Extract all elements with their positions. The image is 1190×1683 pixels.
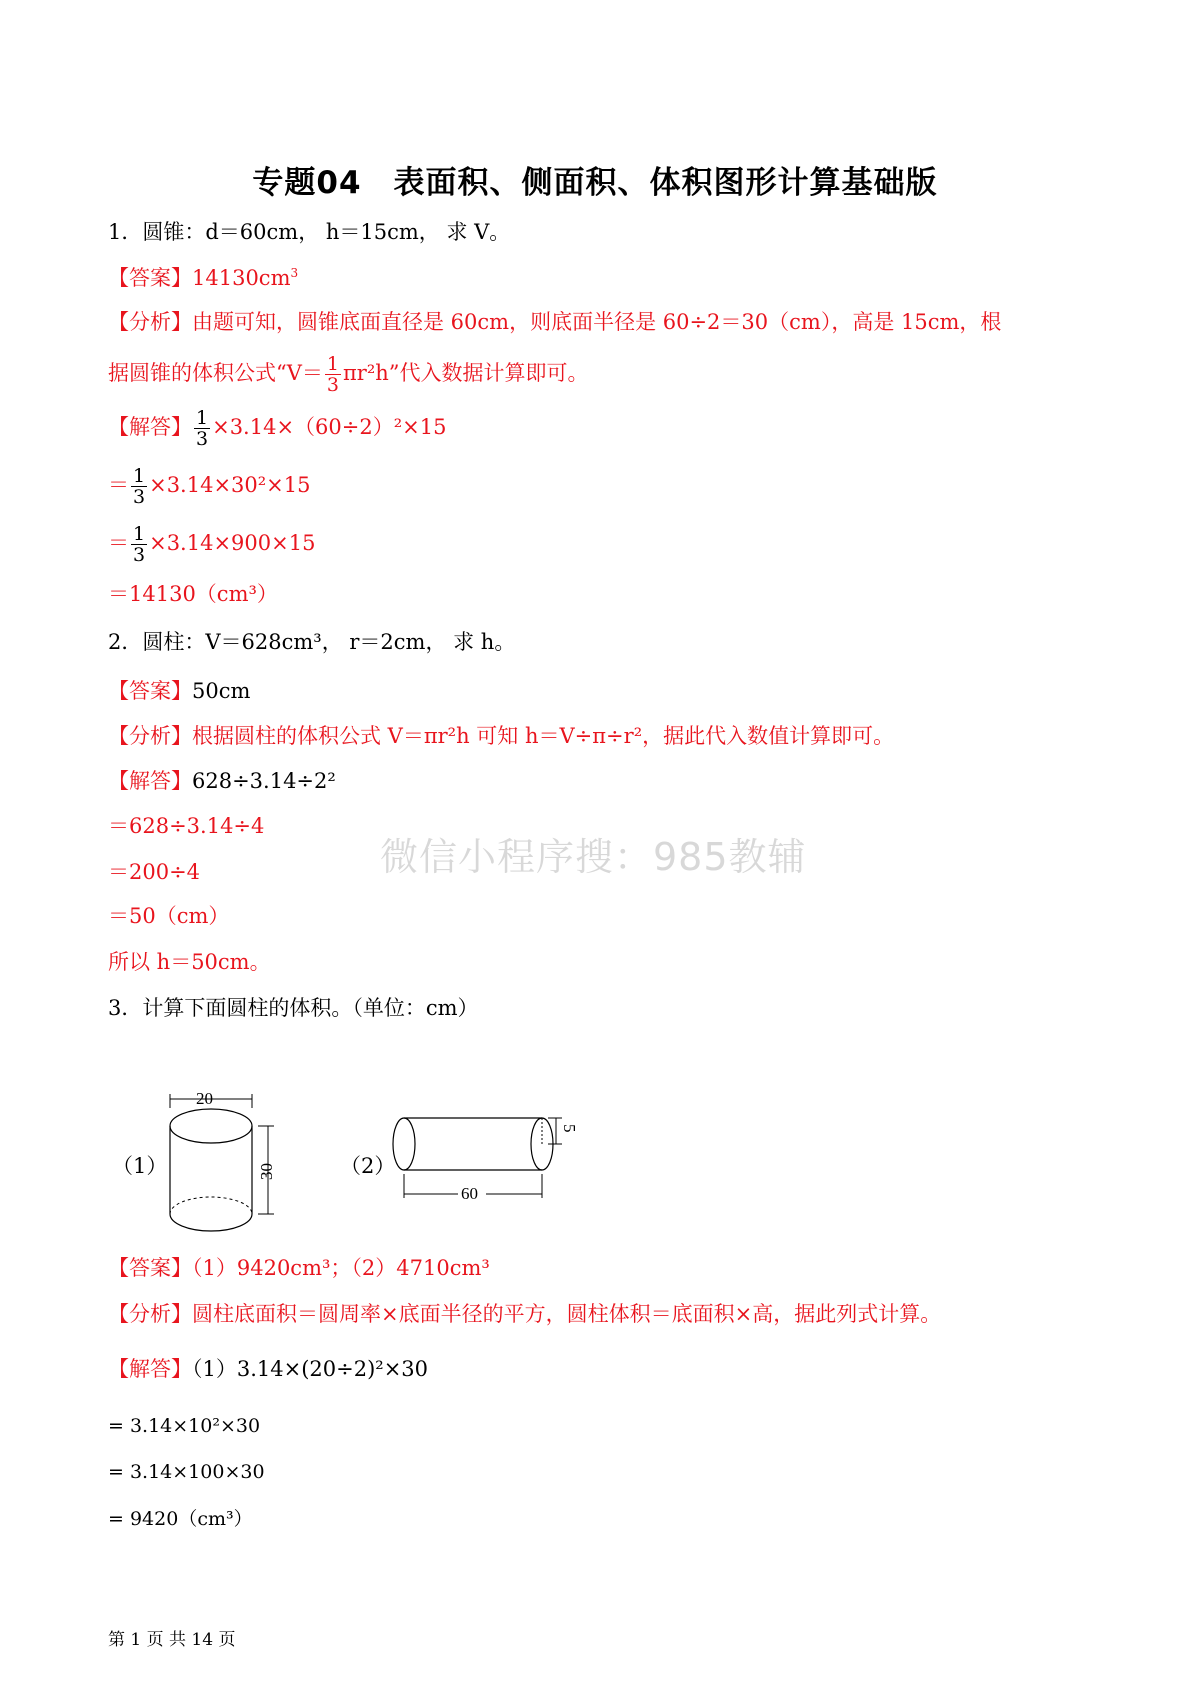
watermark: 微信小程序搜：985教辅 [380,835,807,879]
q1-answer [108,264,298,292]
q2-solution-step2: ＝628÷3.14÷4 [108,814,265,838]
q2-conclusion: 所以 h＝50cm。 [108,950,271,974]
q1-analysis-text2b: πr²h”代入数据计算即可。 [343,361,589,385]
q1-analysis-text1: 由题可知，圆锥底面直径是 60cm，则底面半径是 60÷2＝30（cm），高是 15cm，根 [192,310,1002,334]
answer-label: 【答案】 [108,266,192,290]
q1-solution-step4: ＝14130（cm³） [108,582,278,606]
q2-answer-value: 50cm [192,679,251,703]
q2-step1-text: 628÷3.14÷2² [192,769,336,793]
q2-solution-step3: ＝200÷4 [108,860,201,884]
q3-solution-step2: = 3.14×10²×30 [108,1415,261,1437]
fraction-one-third: $\frac{1}{3}$ [196,407,209,450]
fig1-height-label: 30 [257,1163,276,1180]
q1-solution-step2 [108,466,311,507]
q1-solution-step3 [108,524,315,565]
q3-answer [108,1254,490,1282]
fig2-length-label: 60 [461,1184,478,1203]
fraction-one-third: $\frac{1}{3}$ [133,465,146,508]
fraction-one-third: $\frac{1}{3}$ [326,353,339,396]
q3-solution-step3: = 3.14×100×30 [108,1461,265,1483]
analysis-label: 【分析】 [108,310,192,334]
analysis-label: 【分析】 [108,724,192,748]
analysis-label: 【分析】 [108,1302,192,1326]
cylinder-horizontal-figure [390,1106,580,1214]
q1-step3-text: ×3.14×900×15 [149,531,316,555]
q3-solution-step1 [108,1355,428,1383]
q3-solution-step4: = 9420（cm³） [108,1508,253,1530]
q3-analysis-text: 圆柱底面积＝圆周率×底面半径的平方，圆柱体积＝底面积×高，据此列式计算。 [192,1302,942,1326]
q3-analysis [108,1300,941,1328]
q1-analysis-text2a: 据圆锥的体积公式“V＝ [108,361,323,385]
q3-fig1-label: （1） [112,1154,168,1178]
q3-step1-text: （1）3.14×(20÷2)²×30 [192,1357,429,1381]
q3-answer-value: （1）9420cm³；（2）4710cm³ [192,1256,490,1280]
fig2-radius-label: 5 [560,1124,579,1133]
q3-fig2-label: （2） [340,1154,396,1178]
q2-answer [108,677,250,705]
answer-label: 【答案】 [108,679,192,703]
q2-question: 2．圆柱：V＝628cm³， r＝2cm， 求 h。 [108,630,516,654]
q1-question: 1．圆锥：d＝60cm， h＝15cm， 求 V。 [108,220,511,244]
fraction-one-third: $\frac{1}{3}$ [133,523,146,566]
q2-solution-step1 [108,767,336,795]
solution-label: 【解答】 [108,1357,192,1381]
q2-analysis-text: 根据圆柱的体积公式 V＝πr²h 可知 h＝V÷π÷r²，据此代入数值计算即可。 [192,724,895,748]
q1-analysis-line2 [108,354,589,395]
answer-label: 【答案】 [108,1256,192,1280]
equals-sign: ＝ [108,531,129,555]
q1-analysis-line1 [108,308,1001,336]
solution-label: 【解答】 [108,415,192,439]
q1-answer-sup: 3 [290,266,299,280]
q2-analysis [108,722,894,750]
q2-solution-step4: ＝50（cm） [108,904,230,928]
cylinder-upright-figure [158,1084,298,1234]
q3-question: 3．计算下面圆柱的体积。（单位：cm） [108,996,479,1020]
q1-step2-text: ×3.14×30²×15 [149,473,311,497]
page-title: 专题04 表面积、侧面积、体积图形计算基础版 [252,165,938,201]
fig1-diameter-label: 20 [196,1089,213,1108]
page-footer: 第 1 页 共 14 页 [108,1630,236,1650]
solution-label: 【解答】 [108,769,192,793]
q1-answer-value: 14130cm [192,266,291,290]
q1-step1-text: ×3.14×（60÷2）²×15 [212,415,447,439]
equals-sign: ＝ [108,473,129,497]
q1-solution-step1 [108,408,446,449]
